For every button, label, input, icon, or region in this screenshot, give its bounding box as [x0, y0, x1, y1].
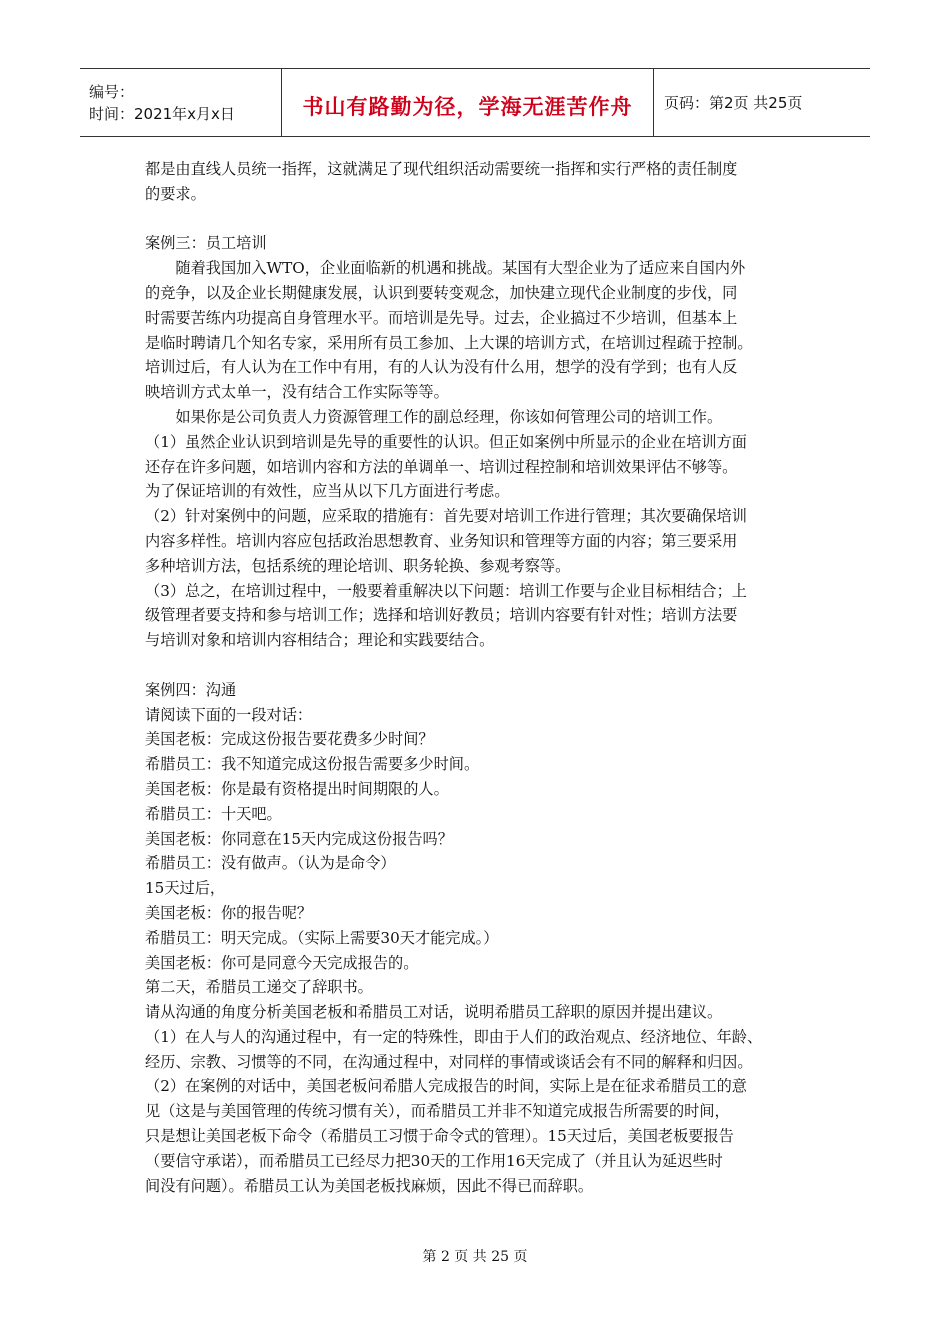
paragraph-line: 都是由直线人员统一指挥，这就满足了现代组织活动需要统一指挥和实行严格的责任制度 [145, 160, 738, 178]
paragraph-line: 美国老板：你同意在15天内完成这份报告吗？ [145, 829, 453, 848]
paragraph-line: 美国老板：你可是同意今天完成报告的。 [145, 953, 419, 972]
paragraph-line: 还存在许多问题，如培训内容和方法的单调单一、培训过程控制和培训效果评估不够等。 [145, 457, 738, 476]
paragraph-line: 美国老板：完成这份报告要花费多少时间？ [145, 730, 434, 749]
page-header [80, 68, 870, 137]
paragraph-line: 为了保证培训的有效性，应当从以下几方面进行考虑。 [145, 482, 510, 501]
header-page-info: 页码：第2页 共25页 [664, 94, 803, 112]
paragraph-line: 时需要苦练内功提高自身管理水平。而培训是先导。过去，企业搞过不少培训，但基本上 [145, 308, 738, 327]
paragraph-line: 第二天，希腊员工递交了辞职书。 [145, 978, 373, 997]
paragraph-line: 只是想让美国老板下命令（希腊员工习惯于命令式的管理）。15天过后，美国老板要报告 [145, 1127, 734, 1146]
paragraph-line: 希腊员工：没有做声。（认为是命令） [145, 854, 396, 873]
paragraph-line: （1）在人与人的沟通过程中，有一定的特殊性，即由于人们的政治观点、经济地位、年龄、 [145, 1027, 763, 1046]
paragraph-line: （2）针对案例中的问题，应采取的措施有：首先要对培训工作进行管理；其次要确保培训 [145, 507, 747, 526]
header-page-info-cell [654, 69, 870, 136]
paragraph-line: 的要求。 [145, 184, 206, 203]
paragraph-line: 的竞争，以及企业长期健康发展，认识到要转变观念，加快建立现代企业制度的步伐，同 [145, 283, 738, 302]
paragraph-line: 请阅读下面的一段对话： [145, 705, 313, 724]
paragraph-line: 随着我国加入WTO，企业面临新的机遇和挑战。某国有大型企业为了适应来自国内外 [145, 259, 746, 278]
footer-page-number: 第 2 页 共 25 页 [422, 1249, 528, 1265]
paragraph-line: 见（这是与美国管理的传统习惯有关），而希腊员工并非不知道完成报告所需要的时间， [145, 1102, 730, 1121]
paragraph-line: 美国老板：你是最有资格提出时间期限的人。 [145, 779, 449, 798]
paragraph-line: 希腊员工：明天完成。（实际上需要30天才能完成。） [145, 928, 499, 947]
paragraph-line: 与培训对象和培训内容相结合；理论和实践要结合。 [145, 631, 495, 650]
paragraph-line: 如果你是公司负责人力资源管理工作的副总经理，你该如何管理公司的培训工作。 [145, 407, 723, 426]
paragraph-line: （3）总之，在培训过程中，一般要着重解决以下问题：培训工作要与企业目标相结合；上 [145, 581, 747, 600]
paragraph-line: 希腊员工：十天吧。 [145, 804, 282, 823]
paragraph-line: （2）在案例的对话中，美国老板问希腊人完成报告的时间，实际上是在征求希腊员工的意 [145, 1077, 747, 1096]
paragraph-line: 15天过后， [145, 879, 226, 898]
paragraph-line: 培训过后，有人认为在工作中有用，有的人认为没有什么用，想学的没有学到；也有人反 [145, 358, 738, 377]
case3-title: 案例三：员工培训 [145, 234, 267, 253]
paragraph-line: 请从沟通的角度分析美国老板和希腊员工对话，说明希腊员工辞职的原因并提出建议。 [145, 1003, 723, 1022]
paragraph-line: 内容多样性。培训内容应包括政治思想教育、业务知识和管理等方面的内容；第三要采用 [145, 531, 738, 550]
header-motto: 书山有路勤为径，学海无涯苦作舟 [302, 94, 633, 119]
header-motto-cell [281, 69, 654, 136]
paragraph-line: 经历、宗教、习惯等的不同，在沟通过程中，对同样的事情或谈话会有不同的解释和归因。 [145, 1052, 753, 1071]
page-footer [0, 1246, 950, 1266]
document-body [145, 157, 825, 1198]
paragraph-line: 映培训方式太单一，没有结合工作实际等等。 [145, 383, 449, 402]
paragraph-line: 是临时聘请几个知名专家，采用所有员工参加、上大课的培训方式，在培训过程疏于控制。 [145, 333, 753, 352]
paragraph-line: 多种培训方法，包括系统的理论培训、职务轮换、参观考察等。 [145, 556, 571, 575]
paragraph-line: 间没有问题）。希腊员工认为美国老板找麻烦，因此不得已而辞职。 [145, 1176, 594, 1195]
paragraph-line: 级管理者要支持和参与培训工作；选择和培训好教员；培训内容要有针对性；培训方法要 [145, 606, 738, 625]
header-time-label: 时间：2021年x月x日 [89, 104, 235, 123]
paragraph-line: （要信守承诺），而希腊员工已经尽力把30天的工作用16天完成了（并且认为延迟些时 [145, 1151, 723, 1170]
paragraph-line: 美国老板：你的报告呢？ [145, 903, 313, 922]
paragraph-line: （1）虽然企业认识到培训是先导的重要性的认识。但正如案例中所显示的企业在培训方面 [145, 432, 747, 451]
header-number-label: 编号： [89, 82, 135, 101]
case4-title: 案例四：沟通 [145, 680, 237, 699]
header-meta [80, 69, 281, 136]
paragraph-line: 希腊员工：我不知道完成这份报告需要多少时间。 [145, 755, 480, 774]
